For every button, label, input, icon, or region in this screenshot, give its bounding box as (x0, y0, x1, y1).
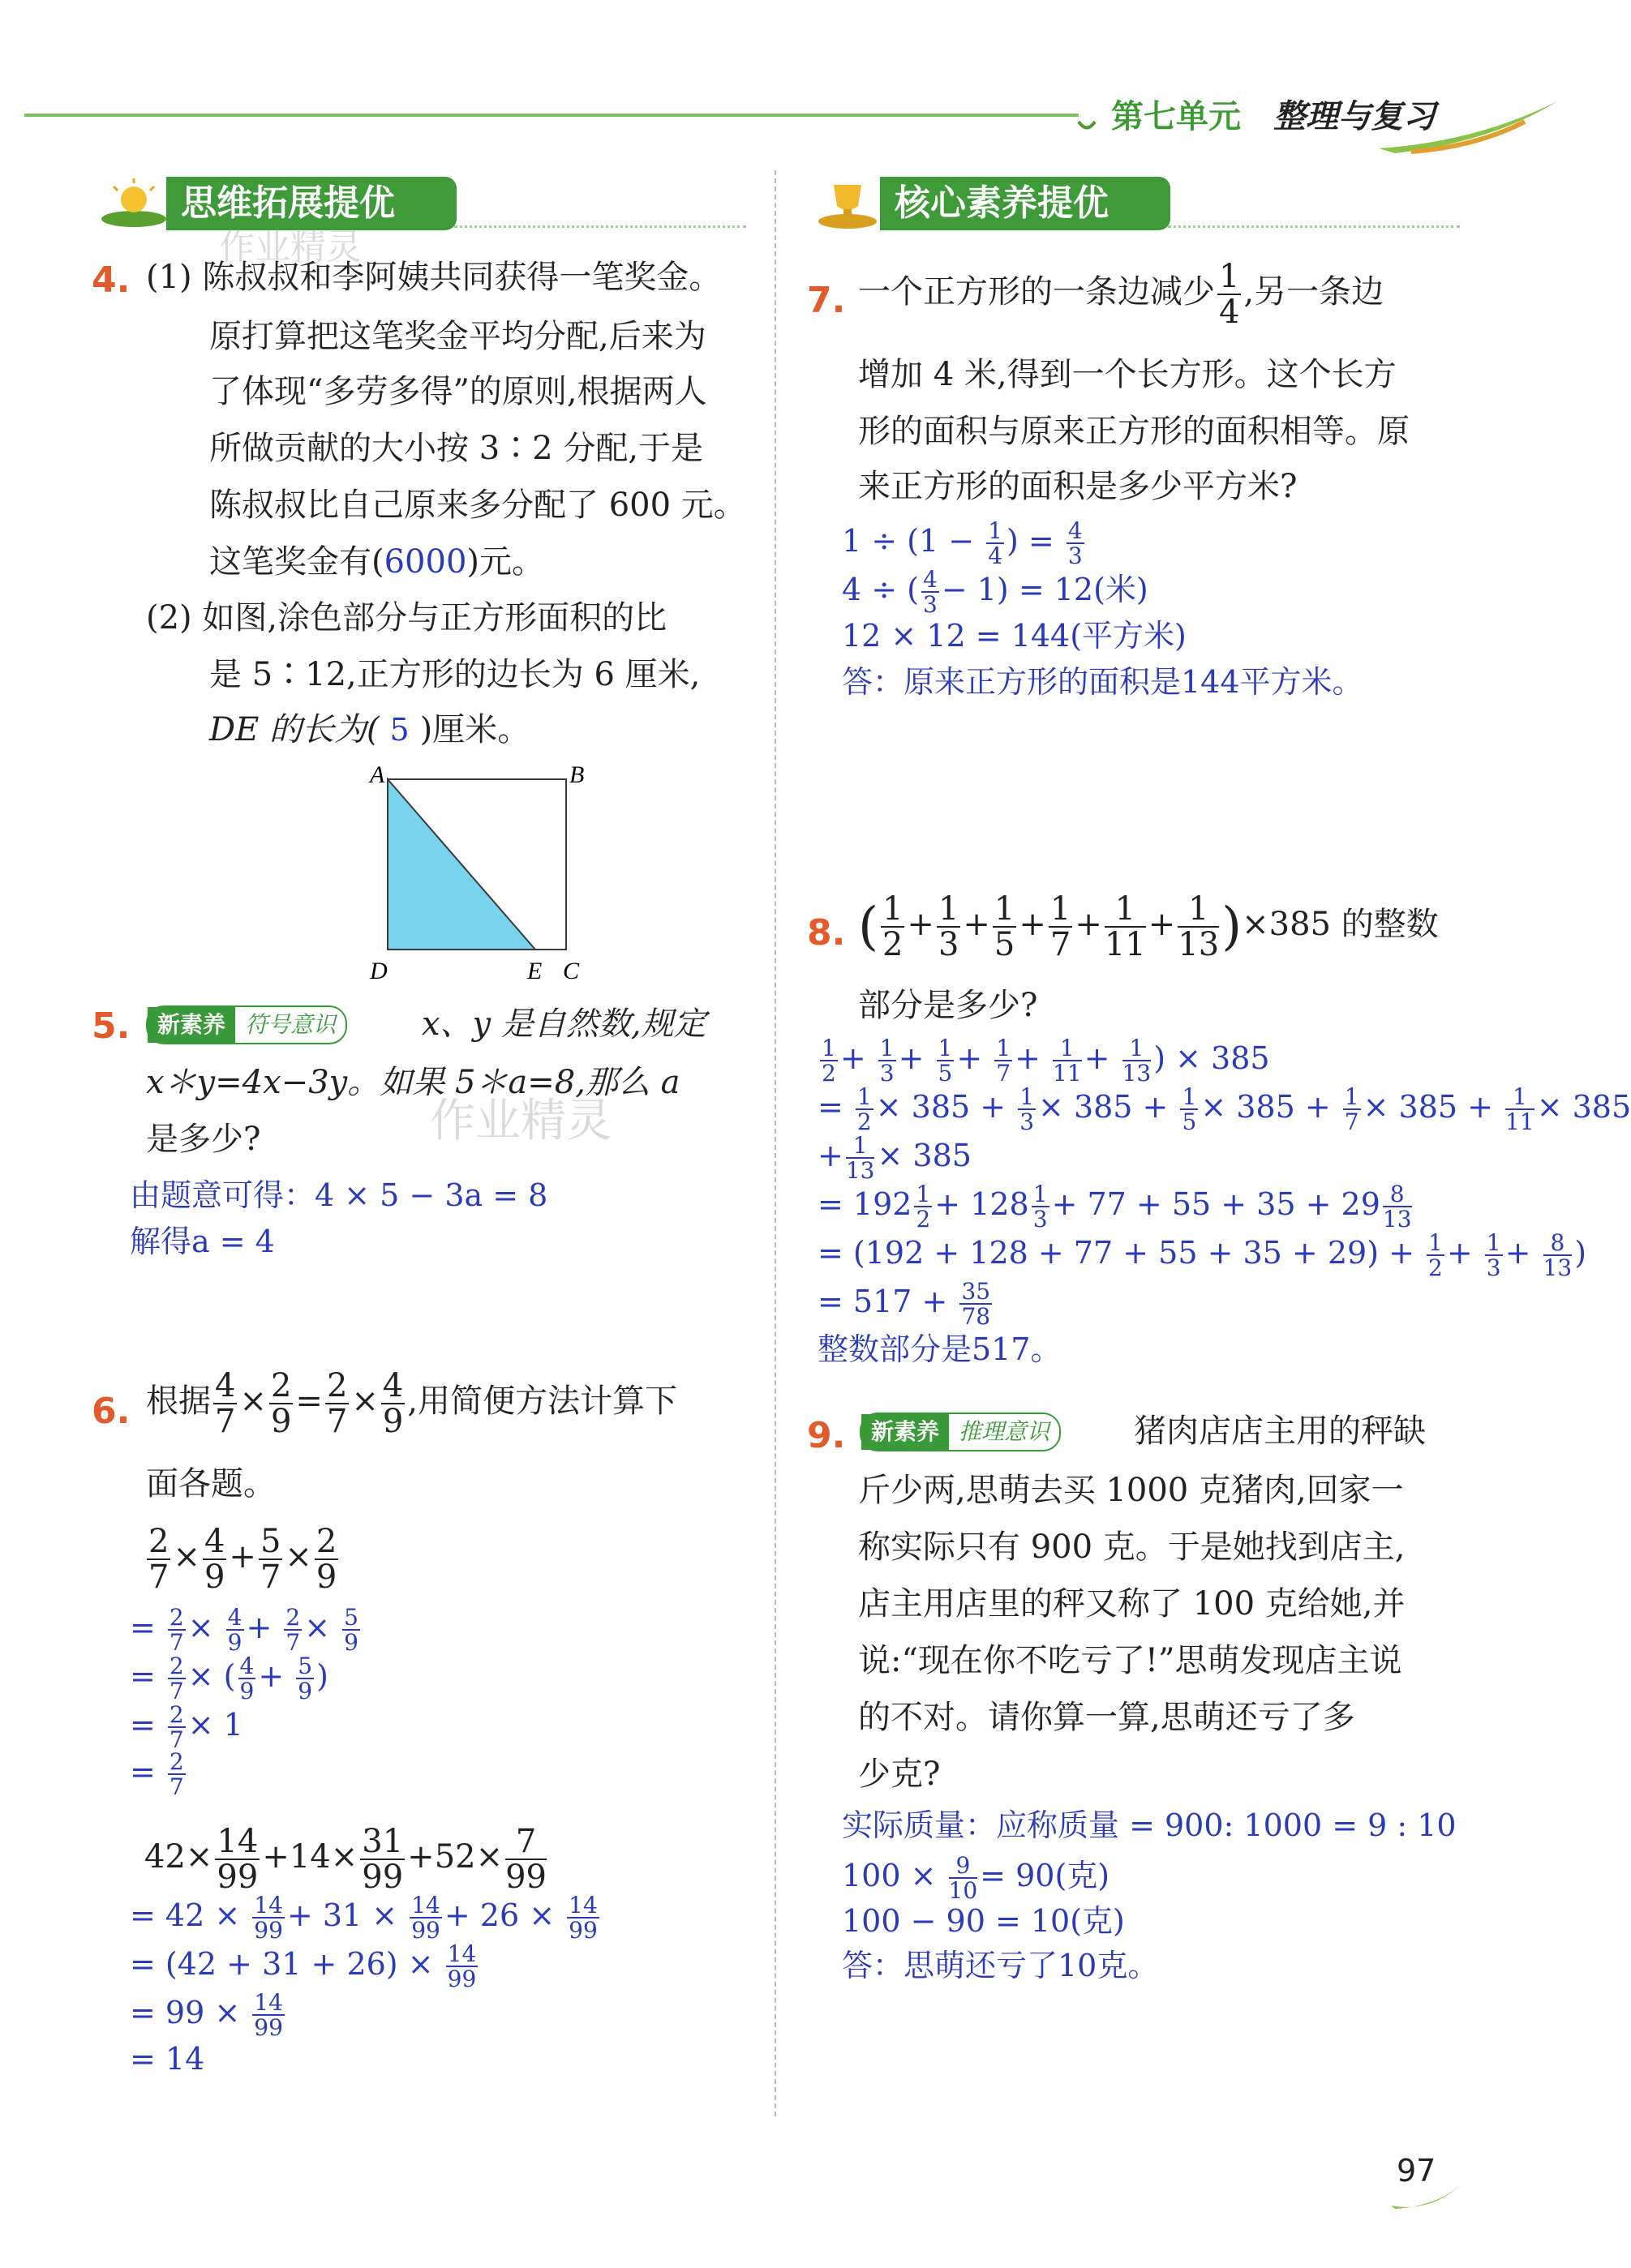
q9-line: 店主用店里的秤又称了 100 克给她,并 (858, 1585, 1406, 1623)
text: 根据 (146, 1383, 211, 1420)
q9-line: 的不对。请你算一算,思萌还亏了多 (858, 1699, 1355, 1736)
unit-label: 第七单元 (1111, 98, 1241, 135)
q5-line: 是多少? (146, 1121, 261, 1158)
text: ,用简便方法计算下 (407, 1383, 678, 1420)
q6a-step: = $\frac{2}{7}$ × ( $\frac{4}{9}$ + $\frac{5}{9}$ ) (130, 1653, 328, 1705)
q4-part2-line: (2) 如图,涂色部分与正方形面积的比 (146, 599, 667, 637)
q6-stem: 面各题。 (146, 1465, 276, 1503)
q8-answer: 整数部分是517。 (818, 1331, 1062, 1367)
answer-6000: 6000 (384, 543, 467, 581)
badge-new: 新素养 (148, 1007, 235, 1043)
q5-line: x＊y=4x−3y。如果 5＊a=8,那么 a (146, 1064, 680, 1101)
q8-step: + $\frac{1}{13}$ × 385 (818, 1132, 972, 1185)
question-number: 5. (92, 1005, 131, 1047)
q6a-expression: $\frac{2}{7}$ × $\frac{4}{9}$ + $\frac{5}{7}$ × $\frac{2}{9}$ (148, 1523, 337, 1596)
q6b-expression: 42× $\frac{14}{99}$ +14× $\frac{31}{99}$ +52× $\frac{7}{99}$ (144, 1823, 547, 1896)
label-B: B (569, 761, 585, 788)
q7-answer: 12 × 12 = 144(平方米) (842, 618, 1187, 654)
q9-answer: 答：思萌还亏了10克。 (842, 1948, 1159, 1983)
badge-new: 新素养 (861, 1414, 949, 1450)
q4-part1-line: 所做贡献的大小按 3∶2 分配,于是 (209, 430, 704, 467)
new-literacy-badge (860, 1413, 1061, 1451)
label-D: D (370, 958, 388, 984)
q6b-step: = 14 (130, 2041, 205, 2077)
q8-line: 部分是多少? (858, 987, 1038, 1024)
q5-answer: 由题意可得：4 × 5 − 3a = 8 (130, 1177, 548, 1213)
q6-stem: 根据 $\frac{4}{7}$ × $\frac{2}{9}$ = $\frac{2}{7}$ × $\frac{4}{9}$ ,用简便方法计算下 (146, 1367, 678, 1440)
right-section-rule (1168, 225, 1460, 228)
page-swoosh (1387, 2173, 1476, 2214)
q6b-step: = 42 × $\frac{14}{99}$ + 31 × $\frac{14}{99}$ + 26 × $\frac{14}{99}$ (130, 1892, 598, 1944)
answer-5: 5 (389, 712, 410, 748)
q9-line: 称实际只有 900 克。于是她找到店主, (858, 1528, 1406, 1566)
question-number: 8. (807, 912, 846, 954)
q7-line: 一个正方形的一条边减少 $\frac{1}{4}$ ,另一条边 (858, 258, 1384, 331)
text: ×385 的整数 (1242, 906, 1439, 943)
text: ,另一条边 (1243, 273, 1384, 311)
q6b-step: = 99 × $\frac{14}{99}$ (130, 1989, 283, 2042)
trophy-icon (811, 177, 884, 234)
watermark: 作业精灵 (219, 226, 362, 268)
q4-part1-line: (1) 陈叔叔和李阿姨共同获得一笔奖金。 (146, 259, 722, 296)
q6b-step: = (42 + 31 + 26) × $\frac{14}{99}$ (130, 1940, 477, 1993)
q7-line: 增加 4 米,得到一个长方形。这个长方 (858, 356, 1397, 393)
q7-line: 形的面积与原来正方形的面积相等。原 (858, 413, 1410, 450)
text: )厘米。 (419, 711, 530, 748)
watermark: 作业精灵 (430, 1095, 612, 1147)
q7-answer: 答：原来正方形的面积是144平方米。 (842, 664, 1363, 700)
new-literacy-badge (146, 1005, 347, 1044)
q4-part1-line: 了体现“多劳多得”的原则,根据两人 (209, 373, 707, 410)
q9-answer: 100 − 90 = 10(克) (842, 1903, 1125, 1939)
text: 一个正方形的一条边减少 (858, 273, 1215, 311)
right-section-title: 核心素养提优 (880, 177, 1170, 230)
q4-part1-line: 原打算把这笔奖金平均分配,后来为 (209, 318, 706, 355)
q5-line: x、y 是自然数,规定 (422, 1005, 706, 1043)
square-figure (357, 758, 600, 985)
question-number: 9. (807, 1415, 846, 1456)
q9-answer: 100 × $\frac{9}{10}$ = 90(克) (842, 1852, 1110, 1905)
lightbulb-icon (97, 177, 170, 234)
column-divider (775, 170, 776, 2116)
q6a-step: = $\frac{2}{7}$ × 1 (130, 1701, 243, 1754)
q8-step: = (192 + 128 + 77 + 55 + 35 + 29) + $\frac{1}{2}$ + $\frac{1}{3}$ + $\frac{8}{13}$ ) (818, 1229, 1587, 1282)
q8-expression: ( $\frac{1}{2}$ + $\frac{1}{3}$ + $\frac{1}{5}$ + $\frac{1}{7}$ + $\frac{1}{11}$ + $\frac{1}{13}$ )×385 的整数 (858, 890, 1439, 963)
q9-line: 斤少两,思萌去买 1000 克猪肉,回家一 (858, 1472, 1404, 1509)
question-number: 7. (807, 280, 846, 321)
q6a-step: = $\frac{2}{7}$ × $\frac{4}{9}$ + $\frac{2}{7}$ × $\frac{5}{9}$ (130, 1604, 358, 1657)
text: 这笔奖金有( (209, 543, 384, 581)
question-number: 4. (92, 259, 131, 301)
q9-line: 少克? (858, 1756, 941, 1793)
page-number: 97 (1397, 2153, 1436, 2189)
q9-line: 猪肉店店主用的秤缺 (1134, 1413, 1426, 1450)
text: DE 的长为( (209, 711, 380, 748)
q4-part2-line: 是 5∶12,正方形的边长为 6 厘米, (209, 656, 701, 693)
q9-line: 说:“现在你不吃亏了!”思萌发现店主说 (858, 1642, 1402, 1679)
left-section-rule (454, 225, 746, 228)
q8-step: = $\frac{1}{2}$ × 385 + $\frac{1}{3}$ × 385 + $\frac{1}{5}$ × 385 + $\frac{1}{7}$ × 385 + $\frac{1}{11}$ × 385 (818, 1083, 1631, 1136)
header-rule (24, 114, 1079, 117)
label-C: C (563, 958, 580, 984)
left-section-title: 思维拓展提优 (166, 177, 457, 230)
q5-answer: 解得a = 4 (130, 1224, 275, 1259)
header-title: 整理与复习 (1273, 98, 1436, 135)
q8-step: $\frac{1}{2}$ + $\frac{1}{3}$ + $\frac{1}{5}$ + $\frac{1}{7}$ + $\frac{1}{11}$ + $\frac{1}{13}$ ) × 385 (822, 1035, 1270, 1087)
label-E: E (527, 958, 543, 984)
label-A: A (370, 761, 385, 788)
q4-part1-answer-line (209, 543, 545, 581)
q6a-step: = $\frac{2}{7}$ (130, 1748, 184, 1801)
question-number: 6. (92, 1391, 131, 1432)
q7-answer: 1 ÷ (1 − $\frac{1}{4}$ ) = $\frac{4}{3}$ (842, 517, 1083, 570)
q9-answer: 实际质量：应称质量 = 900: 1000 = 9 : 10 (842, 1807, 1457, 1843)
text: )元。 (466, 543, 545, 581)
badge-symbol: 符号意识 (245, 1011, 337, 1038)
q7-line: 来正方形的面积是多少平方米? (858, 468, 1298, 505)
q8-step: = 517 + $\frac{35}{78}$ (818, 1278, 991, 1331)
q4-part2-answer-line (209, 711, 530, 748)
q4-part1-line: 陈叔叔比自己原来多分配了 600 元。 (209, 487, 746, 524)
q7-answer: 4 ÷ ( $\frac{4}{3}$ − 1) = 12(米) (842, 566, 1148, 619)
badge-reason: 推理意识 (959, 1418, 1050, 1445)
q8-step: = 192 $\frac{1}{2}$ + 128 $\frac{1}{3}$ + 77 + 55 + 35 + 29 $\frac{8}{13}$ (818, 1181, 1412, 1233)
